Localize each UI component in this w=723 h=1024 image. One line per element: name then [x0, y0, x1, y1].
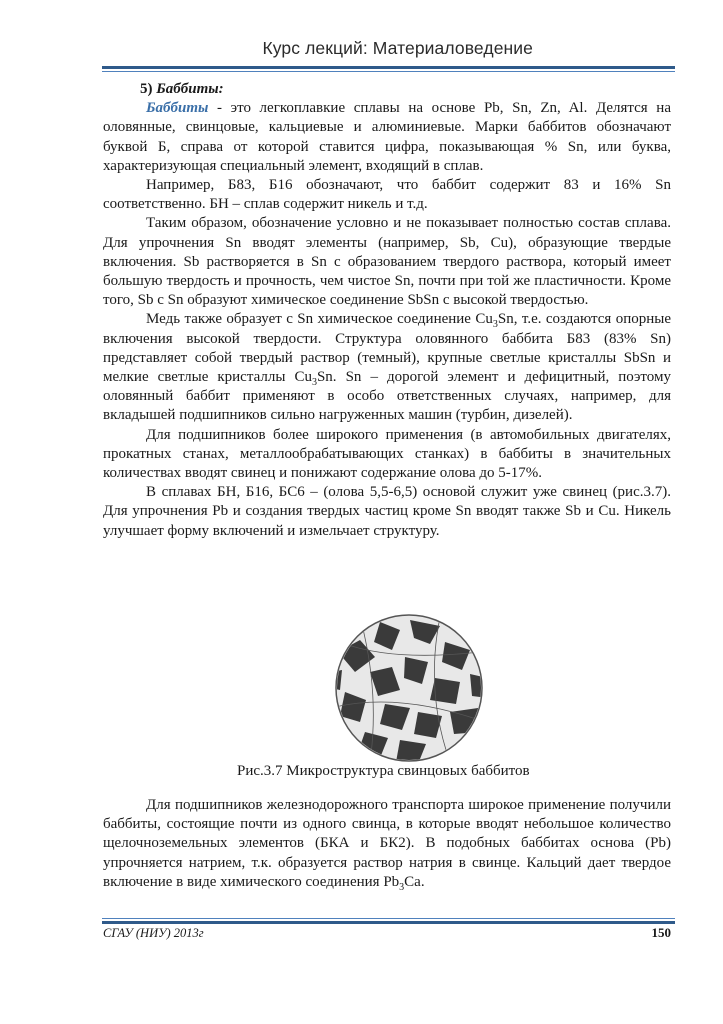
paragraph-1: Баббиты - это легкоплавкие сплавы на основе Pb, Sn, Zn, Al. Делятся на оловянные, свинцовые, кальциевые и алюминиевые. Марки баббитов обозначают буквой Б, справа от которой ставится цифра, показывающая % Sn, или буква, характеризующая специальный элемент, входящий в сплав. — [103, 100, 671, 174]
footer-rule — [102, 918, 675, 924]
main-text-continued — [103, 796, 671, 892]
section-number: 5) — [140, 81, 153, 97]
paragraph-3: Таким образом, обозначение условно и не показывает полностью состав сплава. Для упрочнения Sn вводят элементы (например, Sb, Cu), образующие твердые включения. Sb растворяется в Sn с образованием твердого раствора, который имеет большую твердость и прочность, чем чистое Sn, почти при той же пластичности. Кроме того, Sb с Sn образуют химическое соединение SbSn с высокой твердостью. — [103, 215, 671, 309]
page-header-title: Курс лекций: Материаловедение — [262, 38, 533, 58]
paragraph-5: Для подшипников более широкого применения (в автомобильных двигателях, прокатных станах, металлообрабатывающих станках) в баббиты в значительных количествах вводят свинец и понижают содержание олова до 5-17%. — [103, 426, 671, 482]
section-title: Баббиты: — [156, 81, 224, 97]
main-text — [103, 80, 671, 541]
defined-term: Баббиты — [146, 100, 209, 117]
footer-institution: СГАУ (НИУ) 2013г — [103, 926, 204, 940]
page-number: 150 — [651, 925, 671, 940]
figure-caption: Рис.3.7 Микроструктура свинцовых баббитов — [237, 763, 530, 779]
paragraph-2: Например, Б83, Б16 обозначают, что баббит содержит 83 и 16% Sn соответственно. БН – сплав содержит никель и т.д. — [103, 177, 671, 213]
paragraph-6: В сплавах БН, Б16, БС6 – (олова 5,5-6,5) основой служит уже свинец (рис.3.7). Для упрочнения Pb и создания твердых частиц кроме Sn вводят также Sb и Cu. Никель улучшает форму включений и измельчает структуру. — [103, 484, 671, 539]
paragraph-7: Для подшипников железнодорожного транспорта широкое применение получили баббиты, состоящие почти из одного свинца, в которые вводят небольшое количество щелочноземельных элементов (БКА и БК2). В подобных баббитах основа (Pb) упрочняется натрием, т.к. образуется раствор натрия в свинце. Кальций дает твердое включение в виде химического соединения $Pb_3Ca$. — [103, 797, 671, 893]
section-heading — [140, 80, 671, 99]
microstructure-image — [330, 612, 488, 764]
header-rule — [102, 66, 675, 72]
paragraph-4: Медь также образует с Sn химическое соединение $Cu_3Sn$, т.е. создаются опорные включения высокой твердости. Структура оловянного баббита Б83 (83% Sn) представляет собой твердый раствор (темный), крупные светлые кристаллы SbSn и мелкие светлые кристаллы $Cu_3Sn$. Sn – дорогой элемент и дефицитный, поэтому оловянный баббит применяют в особо ответственных случаях, например, для вкладышей подшипников сильно нагруженных машин (турбин, дизелей). — [103, 311, 671, 424]
